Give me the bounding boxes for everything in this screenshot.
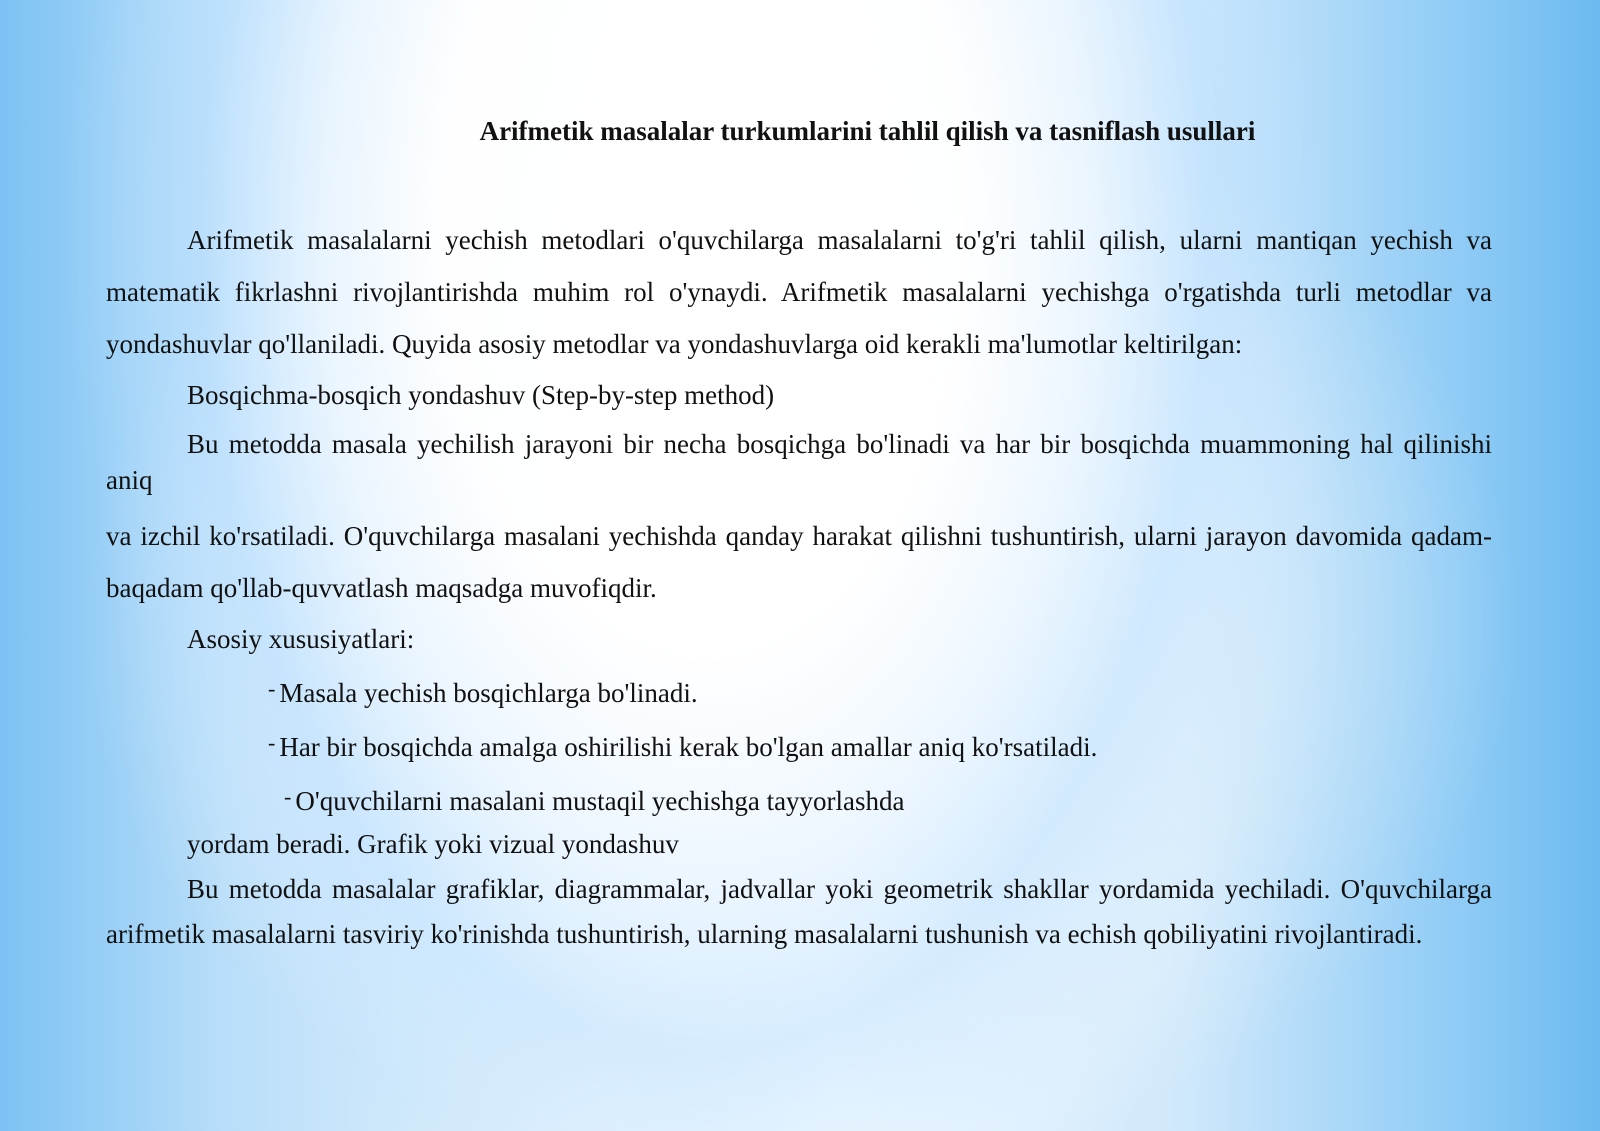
method-heading: Bosqichma-bosqich yondashuv (Step-by-step method) — [187, 380, 775, 410]
feature-item — [106, 772, 1492, 826]
feature-text: Masala yechish bosqichlarga bo'linadi. — [279, 678, 698, 708]
feature-item — [106, 718, 1492, 772]
method-paragraph-part2: va izchil ko'rsatiladi. O'quvchilarga masalani yechishda qanday harakat qilishni tushuntirish, ularni jarayon davomida qadam- baqadam qo'llab-quvvatlash maqsadga muvofiqdir. — [106, 521, 1492, 603]
dash-marker: - — [284, 784, 292, 809]
visual-method-paragraph: Bu metodda masalalar grafiklar, diagrammalar, jadvallar yoki geometrik shakllar yordamida yechiladi. O'quvchilarga arifmetik masalalarni tasviriy ko'rinishda tushuntirish, ularning masalalarni tushunish va echish qobiliyatini rivojlantiradi. — [106, 874, 1492, 949]
dash-marker: - — [268, 676, 276, 701]
intro-paragraph: Arifmetik masalalarni yechish metodlari o'quvchilarga masalalarni to'g'ri tahlil qilish, ularni mantiqan yechish va matematik fikrlashni rivojlantirishda muhim rol o'ynaydi. Arifmetik masalalarni yechishga o'rgatishda turli metodlar va yondashuvlar qo'llaniladi. Quyida asosiy metodlar va yondashuvlarga oid kerakli ma'lumotlar keltirilgan: — [106, 225, 1492, 359]
feature-text: O'quvchilarni masalani mustaqil yechishga tayyorlashda — [295, 786, 905, 816]
features-continuation: yordam beradi. Grafik yoki vizual yondashuv — [187, 829, 679, 859]
dash-marker: - — [268, 730, 276, 755]
feature-item — [106, 664, 1492, 718]
method-paragraph-part1: Bu metodda masala yechilish jarayoni bir necha bosqichga bo'linadi va har bir bosqichda muammoning hal qilinishi aniq — [106, 429, 1492, 495]
feature-text: Har bir bosqichda amalga oshirilishi kerak bo'lgan amallar aniq ko'rsatiladi. — [279, 732, 1098, 762]
features-heading: Asosiy xususiyatlari: — [187, 624, 415, 654]
document-body — [106, 214, 1492, 957]
document-title: Arifmetik masalalar turkumlarini tahlil qilish va tasniflash usullari — [479, 116, 1256, 146]
